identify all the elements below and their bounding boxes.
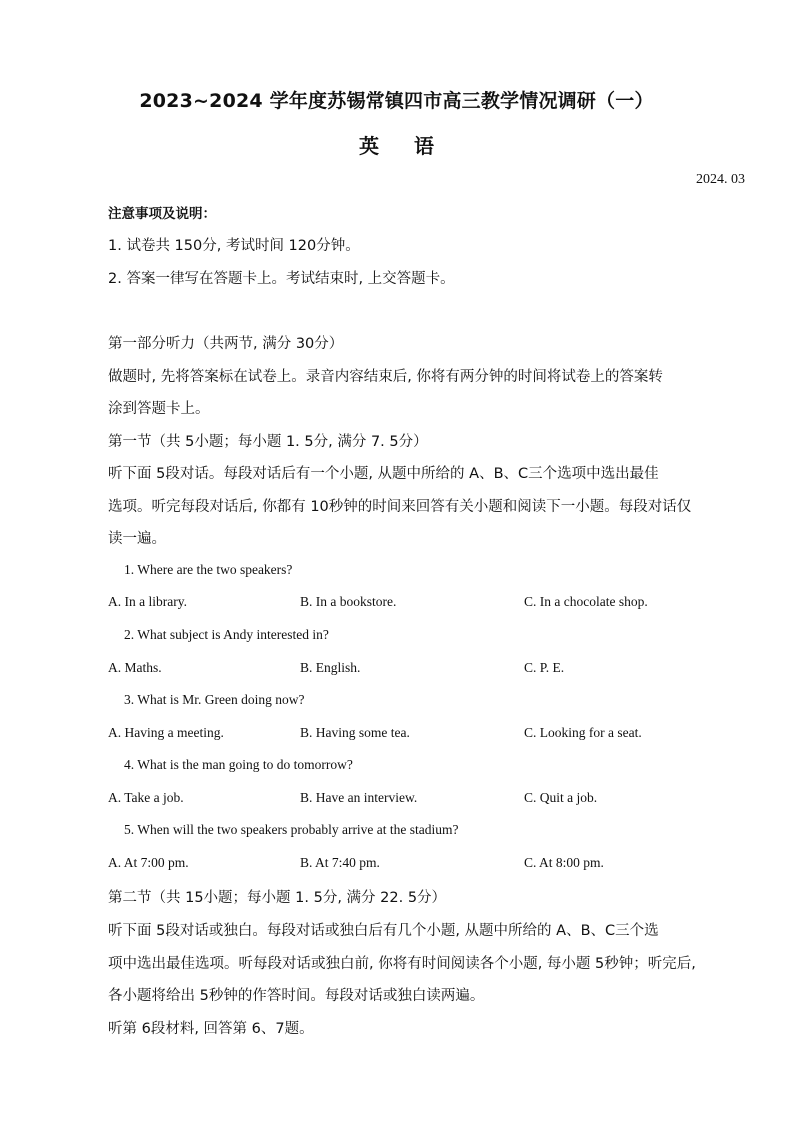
section2-intro: 项中选出最佳选项。听每段对话或独白前, 你将有时间阅读各个小题, 每小题 5秒钟；听完后, — [108, 956, 696, 972]
option-a: A. Take a job. — [108, 790, 184, 805]
option-b: B. English. — [300, 660, 361, 675]
question-text: 3. What is Mr. Green doing now? — [124, 692, 305, 707]
section2-intro: 听下面 5段对话或独白。每段对话或独白后有几个小题, 从题中所给的 A、B、C三个选 — [108, 923, 659, 939]
option-c: C. Quit a job. — [524, 790, 598, 805]
option-c: C. In a chocolate shop. — [524, 594, 648, 609]
part1-intro: 涂到答题卡上。 — [108, 401, 210, 417]
option-a: A. Having a meeting. — [108, 725, 224, 740]
option-c: C. P. E. — [524, 660, 565, 675]
option-a: A. At 7:00 pm. — [108, 855, 189, 870]
exam-date: 2024. 03 — [696, 172, 745, 187]
question-text: 5. When will the two speakers probably arrive at the stadium? — [124, 822, 459, 837]
question-text: 2. What subject is Andy interested in? — [124, 627, 329, 642]
option-c: C. Looking for a seat. — [524, 725, 642, 740]
option-b: B. At 7:40 pm. — [300, 855, 380, 870]
notice-item: 1. 试卷共 150分, 考试时间 120分钟。 — [108, 238, 360, 254]
option-b: B. Have an interview. — [300, 790, 418, 805]
question-text: 1. Where are the two speakers? — [124, 562, 293, 577]
section1-intro: 选项。听完每段对话后, 你都有 10秒钟的时间来回答有关小题和阅读下一小题。每段对话仅 — [108, 499, 692, 515]
option-b: B. Having some tea. — [300, 725, 410, 740]
section1-heading: 第一节（共 5小题；每小题 1. 5分, 满分 7. 5分） — [108, 434, 428, 450]
option-b: B. In a bookstore. — [300, 594, 397, 609]
section1-intro: 听下面 5段对话。每段对话后有一个小题, 从题中所给的 A、B、C三个选项中选出最佳 — [108, 466, 659, 482]
option-a: A. Maths. — [108, 660, 162, 675]
option-a: A. In a library. — [108, 594, 187, 609]
part1-heading: 第一部分听力（共两节, 满分 30分） — [108, 336, 344, 352]
section2-intro: 各小题将给出 5秒钟的作答时间。每段对话或独白读两遍。 — [108, 988, 485, 1004]
material-instruction: 听第 6段材料, 回答第 6、7题。 — [108, 1021, 314, 1037]
option-c: C. At 8:00 pm. — [524, 855, 604, 870]
notice-item: 2. 答案一律写在答题卡上。考试结束时, 上交答题卡。 — [108, 271, 455, 287]
page-title: 2023~2024 学年度苏锡常镇四市高三教学情况调研（一） — [139, 90, 654, 112]
section2-heading: 第二节（共 15小题；每小题 1. 5分, 满分 22. 5分） — [108, 890, 447, 906]
question-text: 4. What is the man going to do tomorrow? — [124, 757, 353, 772]
part1-intro: 做题时, 先将答案标在试卷上。录音内容结束后, 你将有两分钟的时间将试卷上的答案转 — [108, 369, 663, 385]
notice-heading: 注意事项及说明： — [108, 206, 216, 222]
section1-intro: 读一遍。 — [108, 531, 166, 547]
subject-title: 英 语 — [359, 134, 448, 158]
